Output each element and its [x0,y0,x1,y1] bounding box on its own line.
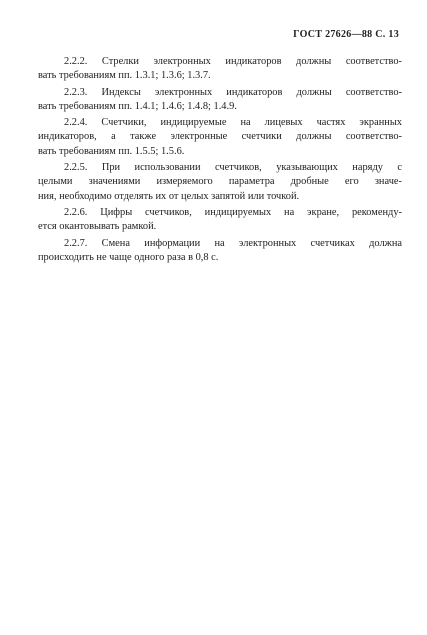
paragraph-line: индикаторов, а также электронные счетчики должны соответство- [38,131,402,143]
paragraph-line: целыми значениями измеряемого параметра дробные его значе- [38,176,402,188]
page-header: ГОСТ 27626—88 С. 13 [293,29,399,40]
paragraph-line: ется окантовывать рамкой. [38,221,157,233]
paragraph-line: ния, необходимо отделять их от целых запятой или точкой. [38,190,300,202]
paragraph-line: вать требованиям пп. 1.5.5; 1.5.6. [38,145,185,157]
paragraph-line: происходить не чаще одного раза в 0,8 с. [38,251,219,263]
paragraph-line: 2.2.3. Индексы электронных индикаторов должны соответство- [64,86,402,98]
paragraph-2-2-3 [38,86,402,115]
paragraph-2-2-5 [38,161,402,204]
paragraph-line: вать требованиям пп. 1.4.1; 1.4.6; 1.4.8; 1.4.9. [38,100,237,112]
paragraph-2-2-6 [38,206,402,235]
paragraph-2-2-7 [38,237,402,266]
paragraph-line: 2.2.7. Смена информации на электронных счетчиках должна [64,237,402,249]
paragraph-line: 2.2.5. При использовании счетчиков, указывающих наряду с [64,162,402,174]
paragraph-2-2-2 [38,55,402,84]
paragraph-line: вать требованиям пп. 1.3.1; 1.3.6; 1.3.7. [38,70,211,82]
document-body [38,55,402,267]
paragraph-2-2-4 [38,116,402,159]
paragraph-line: 2.2.4. Счетчики, индицируемые на лицевых частях экранных [64,117,402,129]
paragraph-line: 2.2.2. Стрелки электронных индикаторов должны соответство- [64,56,402,67]
paragraph-line: 2.2.6. Цифры счетчиков, индицируемых на экране, рекоменду- [64,206,402,218]
